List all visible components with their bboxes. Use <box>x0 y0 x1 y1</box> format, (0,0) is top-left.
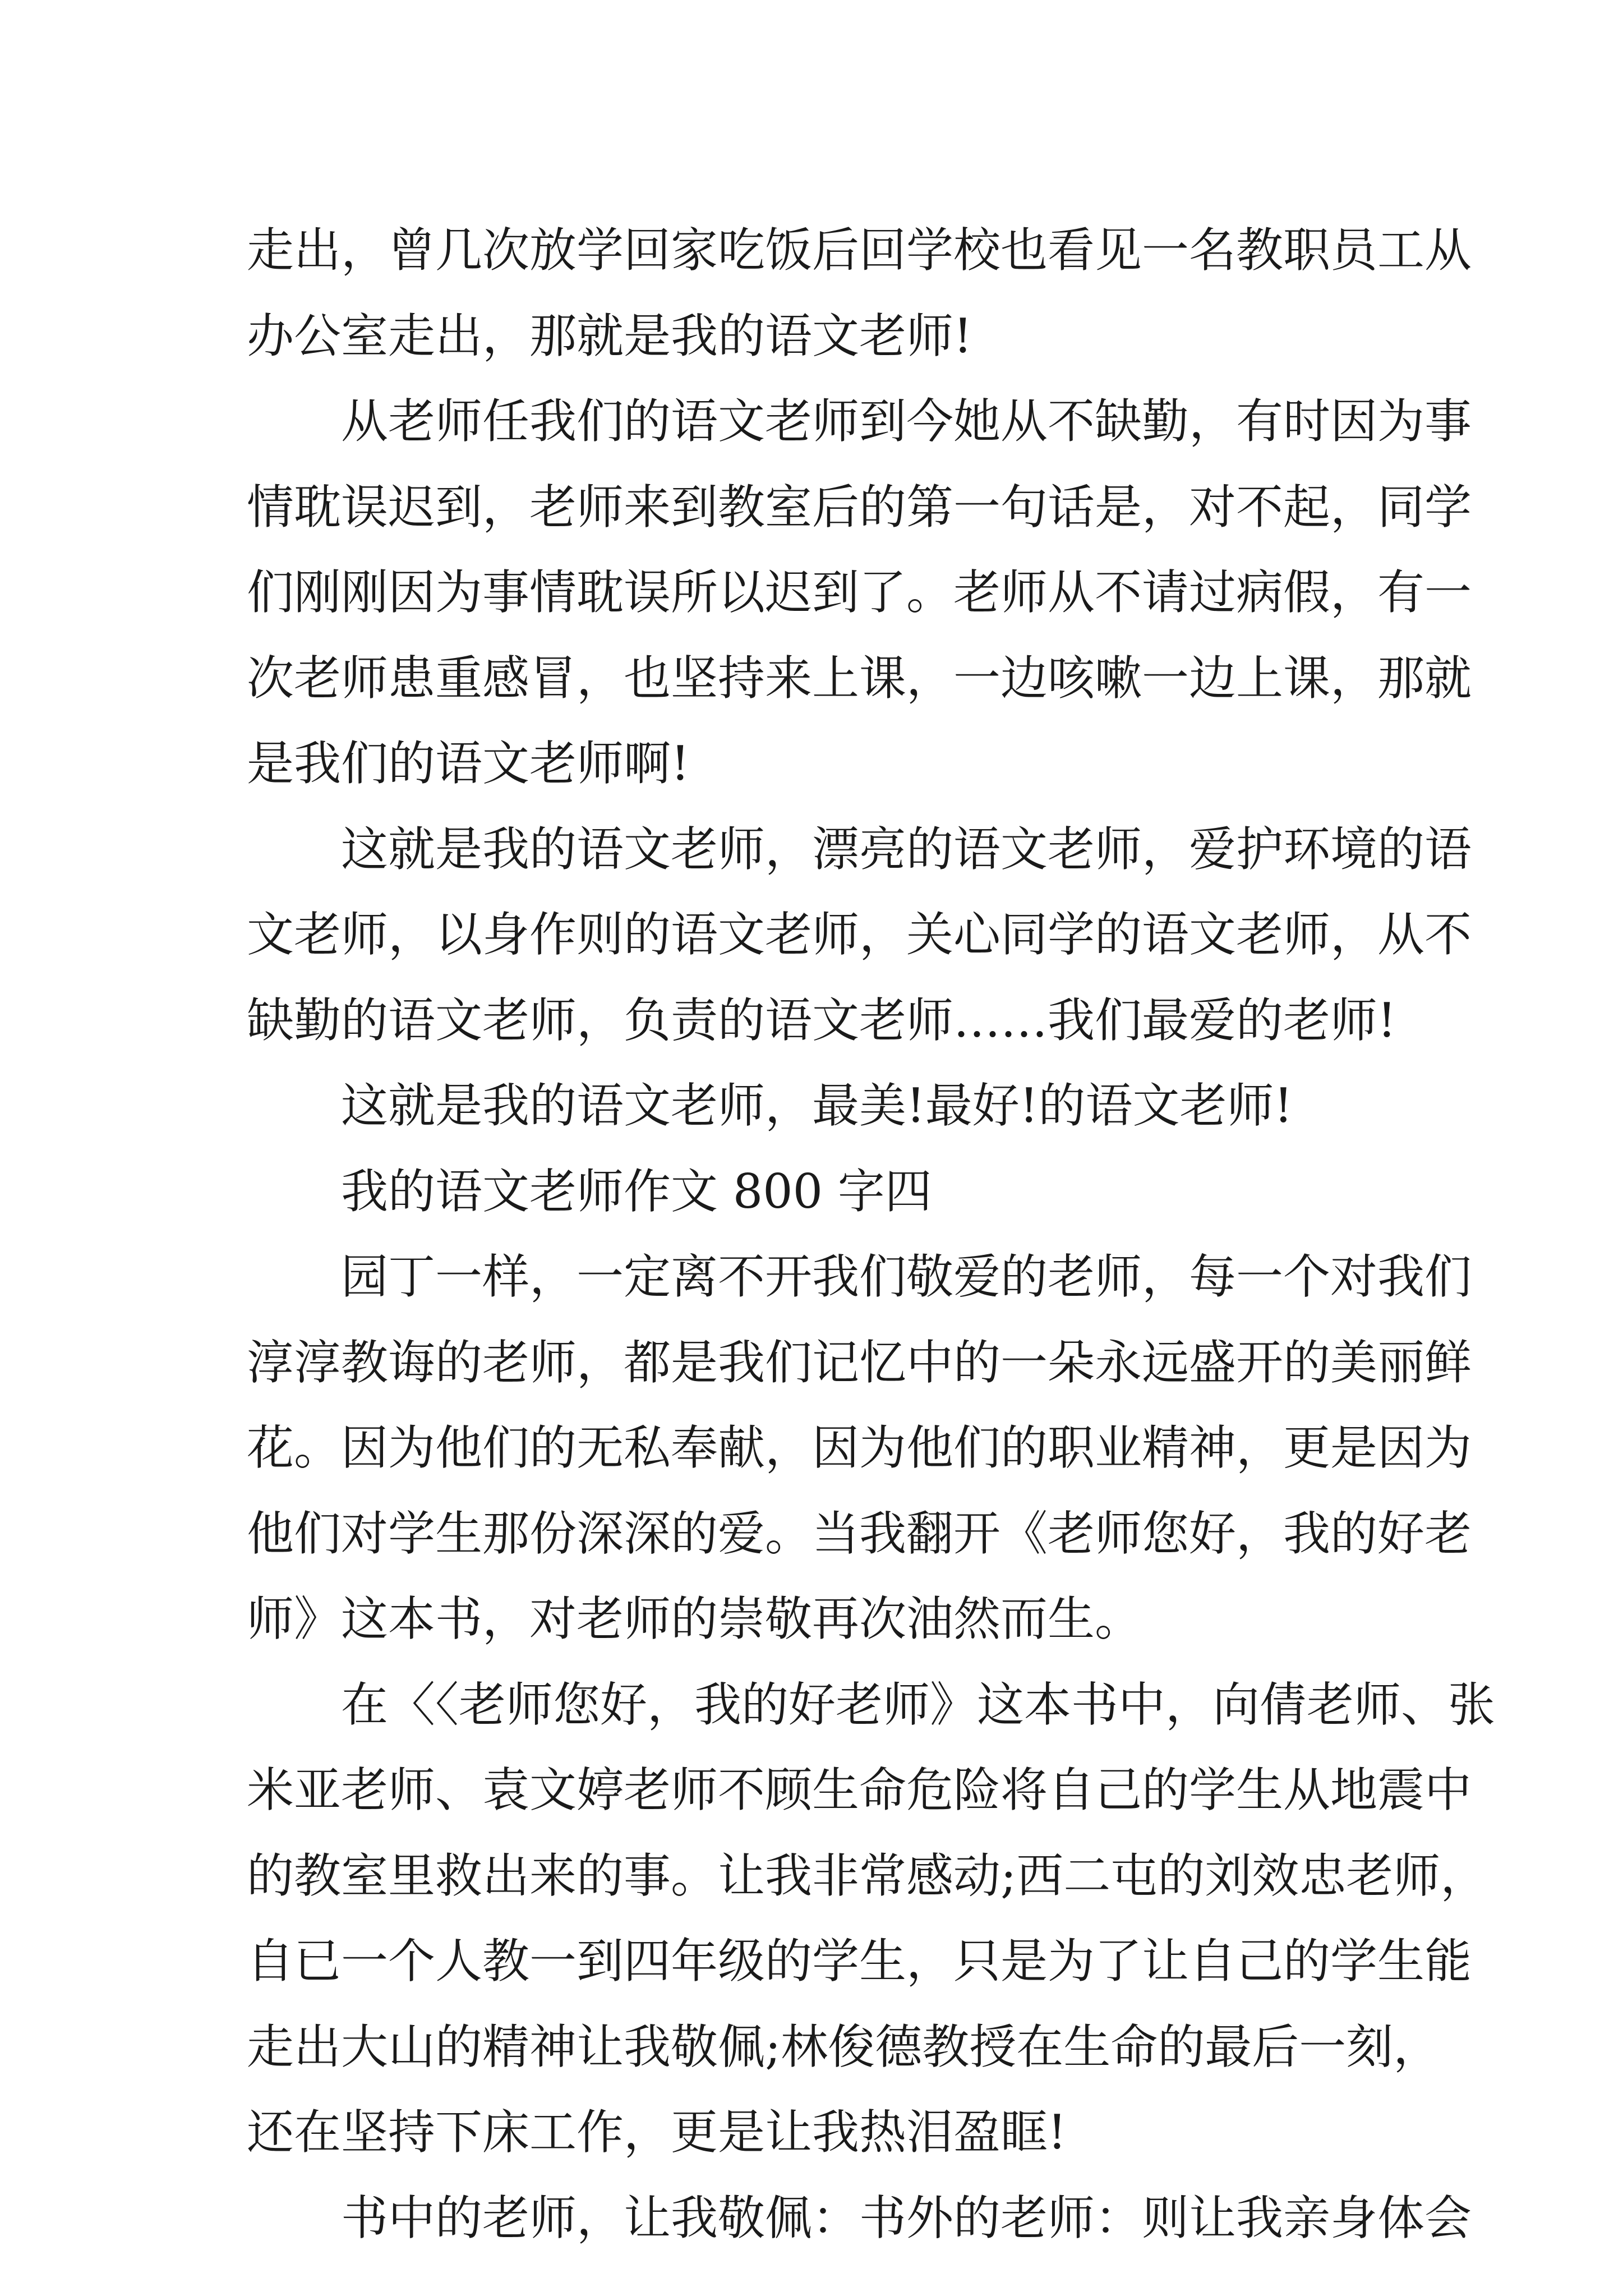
text-line: 走出大山的精神让我敬佩;林俊德教授在生命的最后一刻， <box>247 2019 1441 2074</box>
text-line: 走出，曾几次放学回家吃饭后回学校也看见一名教职员工从 <box>247 223 1472 278</box>
section-heading: 我的语文老师作文 800 字四 <box>341 1163 932 1219</box>
paragraph-first-line: 这就是我的语文老师，最美!最好!的语文老师! <box>341 1078 1293 1133</box>
text-line: 他们对学生那份深深的爱。当我翻开《老师您好，我的好老 <box>247 1506 1472 1561</box>
text-line: 淳淳教诲的老师，都是我们记忆中的一朵永远盛开的美丽鲜 <box>247 1335 1472 1390</box>
text-line: 自已一个人教一到四年级的学生，只是为了让自己的学生能 <box>247 1934 1472 1989</box>
body-text <box>247 208 1496 2261</box>
text-line: 缺勤的语文老师，负责的语文老师……我们最爱的老师! <box>247 992 1396 1048</box>
text-line: 文老师，以身作则的语文老师，关心同学的语文老师，从不 <box>247 907 1472 962</box>
text-line: 次老师患重感冒，也坚持来上课，一边咳嗽一边上课，那就 <box>247 650 1472 706</box>
paragraph-first-line: 书中的老师，让我敬佩：书外的老师：则让我亲身体会 <box>341 2190 1472 2246</box>
paragraph-first-line: 这就是我的语文老师，漂亮的语文老师，爱护环境的语 <box>341 821 1472 877</box>
text-line: 师》这本书，对老师的崇敬再次油然而生。 <box>247 1591 1142 1646</box>
text-line: 情耽误迟到，老师来到教室后的第一句话是，对不起，同学 <box>247 479 1472 535</box>
text-line: 是我们的语文老师啊! <box>247 736 690 791</box>
paragraph-first-line: 从老师任我们的语文老师到今她从不缺勤，有时因为事 <box>341 394 1472 449</box>
paragraph-first-line: 园丁一样，一定离不开我们敬爱的老师，每一个对我们 <box>341 1249 1472 1304</box>
text-line: 还在坚持下床工作，更是让我热泪盈眶! <box>247 2105 1067 2160</box>
paragraph-first-line: 在〈〈老师您好，我的好老师》这本书中，向倩老师、张 <box>341 1677 1496 1732</box>
text-line: 花。因为他们的无私奉献，因为他们的职业精神，更是因为 <box>247 1420 1472 1475</box>
text-line: 们刚刚因为事情耽误所以迟到了。老师从不请过病假，有一 <box>247 565 1472 620</box>
text-line: 米亚老师、袁文婷老师不顾生命危险将自己的学生从地震中 <box>247 1763 1472 1818</box>
text-line: 办公室走出，那就是我的语文老师! <box>247 308 972 364</box>
text-line: 的教室里救出来的事。让我非常感动;西二屯的刘效忠老师， <box>247 1848 1488 1903</box>
